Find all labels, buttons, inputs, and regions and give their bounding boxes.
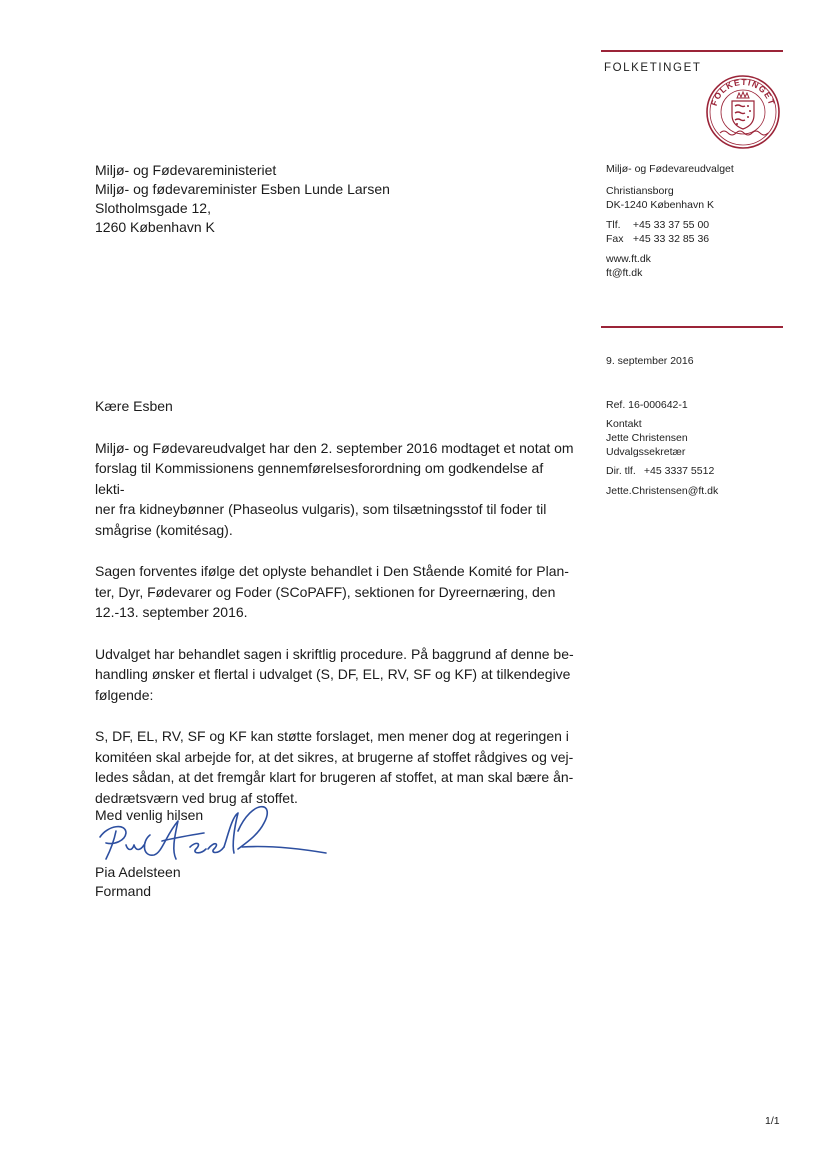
sender-address-line-1: Christiansborg bbox=[606, 185, 674, 197]
reference-block bbox=[606, 398, 718, 498]
reference-number: Ref. 16-000642-1 bbox=[606, 399, 688, 411]
recipient-address bbox=[95, 161, 390, 237]
direct-phone-label: Dir. tlf. bbox=[606, 465, 636, 477]
paragraph-4-line-4: dedrætsværn ved brug af stoffet. bbox=[95, 789, 298, 806]
paragraph-1-line-4: smågrise (komitésag). bbox=[95, 521, 233, 538]
sender-email: ft@ft.dk bbox=[606, 267, 643, 279]
paragraph-4-line-3: ledes sådan, at det fremgår klart for brugeren af stoffet, at man skal bære ån- bbox=[95, 769, 574, 785]
sender-phone: +45 33 37 55 00 bbox=[632, 219, 710, 231]
recipient-line-4: 1260 København K bbox=[95, 219, 215, 235]
sender-fax-row bbox=[606, 232, 734, 246]
signatory-title: Formand bbox=[95, 883, 152, 899]
paragraph-2-line-2: ter, Dyr, Fødevarer og Foder (SCoPAFF), sektionen for Dyreernæring, den bbox=[95, 583, 556, 600]
header-rule-top bbox=[601, 50, 783, 52]
folketinget-seal-icon bbox=[704, 73, 782, 151]
letter-date: 9. september 2016 bbox=[606, 355, 694, 367]
paragraph-4-line-2: komitéen skal arbejde for, at det sikres, at brugerne af stoffet rådgives og vej- bbox=[95, 748, 574, 765]
sender-website: www.ft.dk bbox=[606, 253, 651, 265]
paragraph-1 bbox=[95, 438, 575, 541]
direct-phone-row bbox=[606, 464, 718, 478]
paragraph-1-line-1: Miljø- og Fødevareudvalget har den 2. september 2016 modtaget et notat om bbox=[95, 439, 574, 456]
paragraph-3 bbox=[95, 644, 575, 706]
paragraph-2-line-3: 12.-13. september 2016. bbox=[95, 604, 248, 620]
org-name: FOLKETINGET bbox=[604, 62, 702, 74]
contact-name: Jette Christensen bbox=[606, 432, 688, 444]
sender-address-line-2: DK-1240 København K bbox=[606, 199, 714, 211]
contact-label: Kontakt bbox=[606, 418, 642, 430]
direct-phone: +45 3337 5512 bbox=[643, 465, 715, 477]
recipient-line-3: Slotholmsgade 12, bbox=[95, 200, 211, 216]
contact-email: Jette.Christensen@ft.dk bbox=[606, 485, 719, 497]
paragraph-2-line-1: Sagen forventes ifølge det oplyste behandlet i Den Stående Komité for Plan- bbox=[95, 563, 569, 579]
page-number: 1/1 bbox=[765, 1115, 780, 1127]
recipient-line-2: Miljø- og fødevareminister Esben Lunde Larsen bbox=[95, 181, 390, 197]
paragraph-3-line-3: følgende: bbox=[95, 686, 154, 703]
svg-text:FOLKETINGET: FOLKETINGET bbox=[708, 76, 778, 108]
header-rule-bottom bbox=[601, 326, 783, 328]
salutation: Kære Esben bbox=[95, 398, 173, 414]
paragraph-1-line-2: forslag til Kommissionens gennemførelsesforordning om godkendelse af lekti- bbox=[95, 460, 544, 497]
sender-fax-label: Fax bbox=[606, 233, 624, 245]
sender-committee: Miljø- og Fødevareudvalget bbox=[606, 163, 734, 175]
sender-block bbox=[606, 162, 734, 280]
sender-phone-row bbox=[606, 218, 734, 232]
sender-fax: +45 33 32 85 36 bbox=[632, 233, 710, 245]
paragraph-2 bbox=[95, 561, 575, 623]
paragraph-3-line-2: handling ønsker et flertal i udvalget (S, DF, EL, RV, SF og KF) at tilkendegive bbox=[95, 666, 571, 682]
signatory-name: Pia Adelsteen bbox=[95, 864, 181, 880]
paragraph-4-line-1: S, DF, EL, RV, SF og KF kan støtte forslaget, men mener dog at regeringen i bbox=[95, 728, 569, 744]
closing: Med venlig hilsen bbox=[95, 807, 204, 823]
paragraph-1-line-3: ner fra kidneybønner (Phaseolus vulgaris), som tilsætningsstof til foder til bbox=[95, 501, 547, 517]
letter-body bbox=[95, 396, 575, 829]
signatory bbox=[95, 863, 181, 901]
contact-title: Udvalgssekretær bbox=[606, 446, 686, 458]
paragraph-3-line-1: Udvalget har behandlet sagen i skriftlig procedure. På baggrund af denne be- bbox=[95, 645, 574, 662]
sender-phone-label: Tlf. bbox=[606, 219, 621, 231]
recipient-line-1: Miljø- og Fødevareministeriet bbox=[95, 162, 277, 178]
